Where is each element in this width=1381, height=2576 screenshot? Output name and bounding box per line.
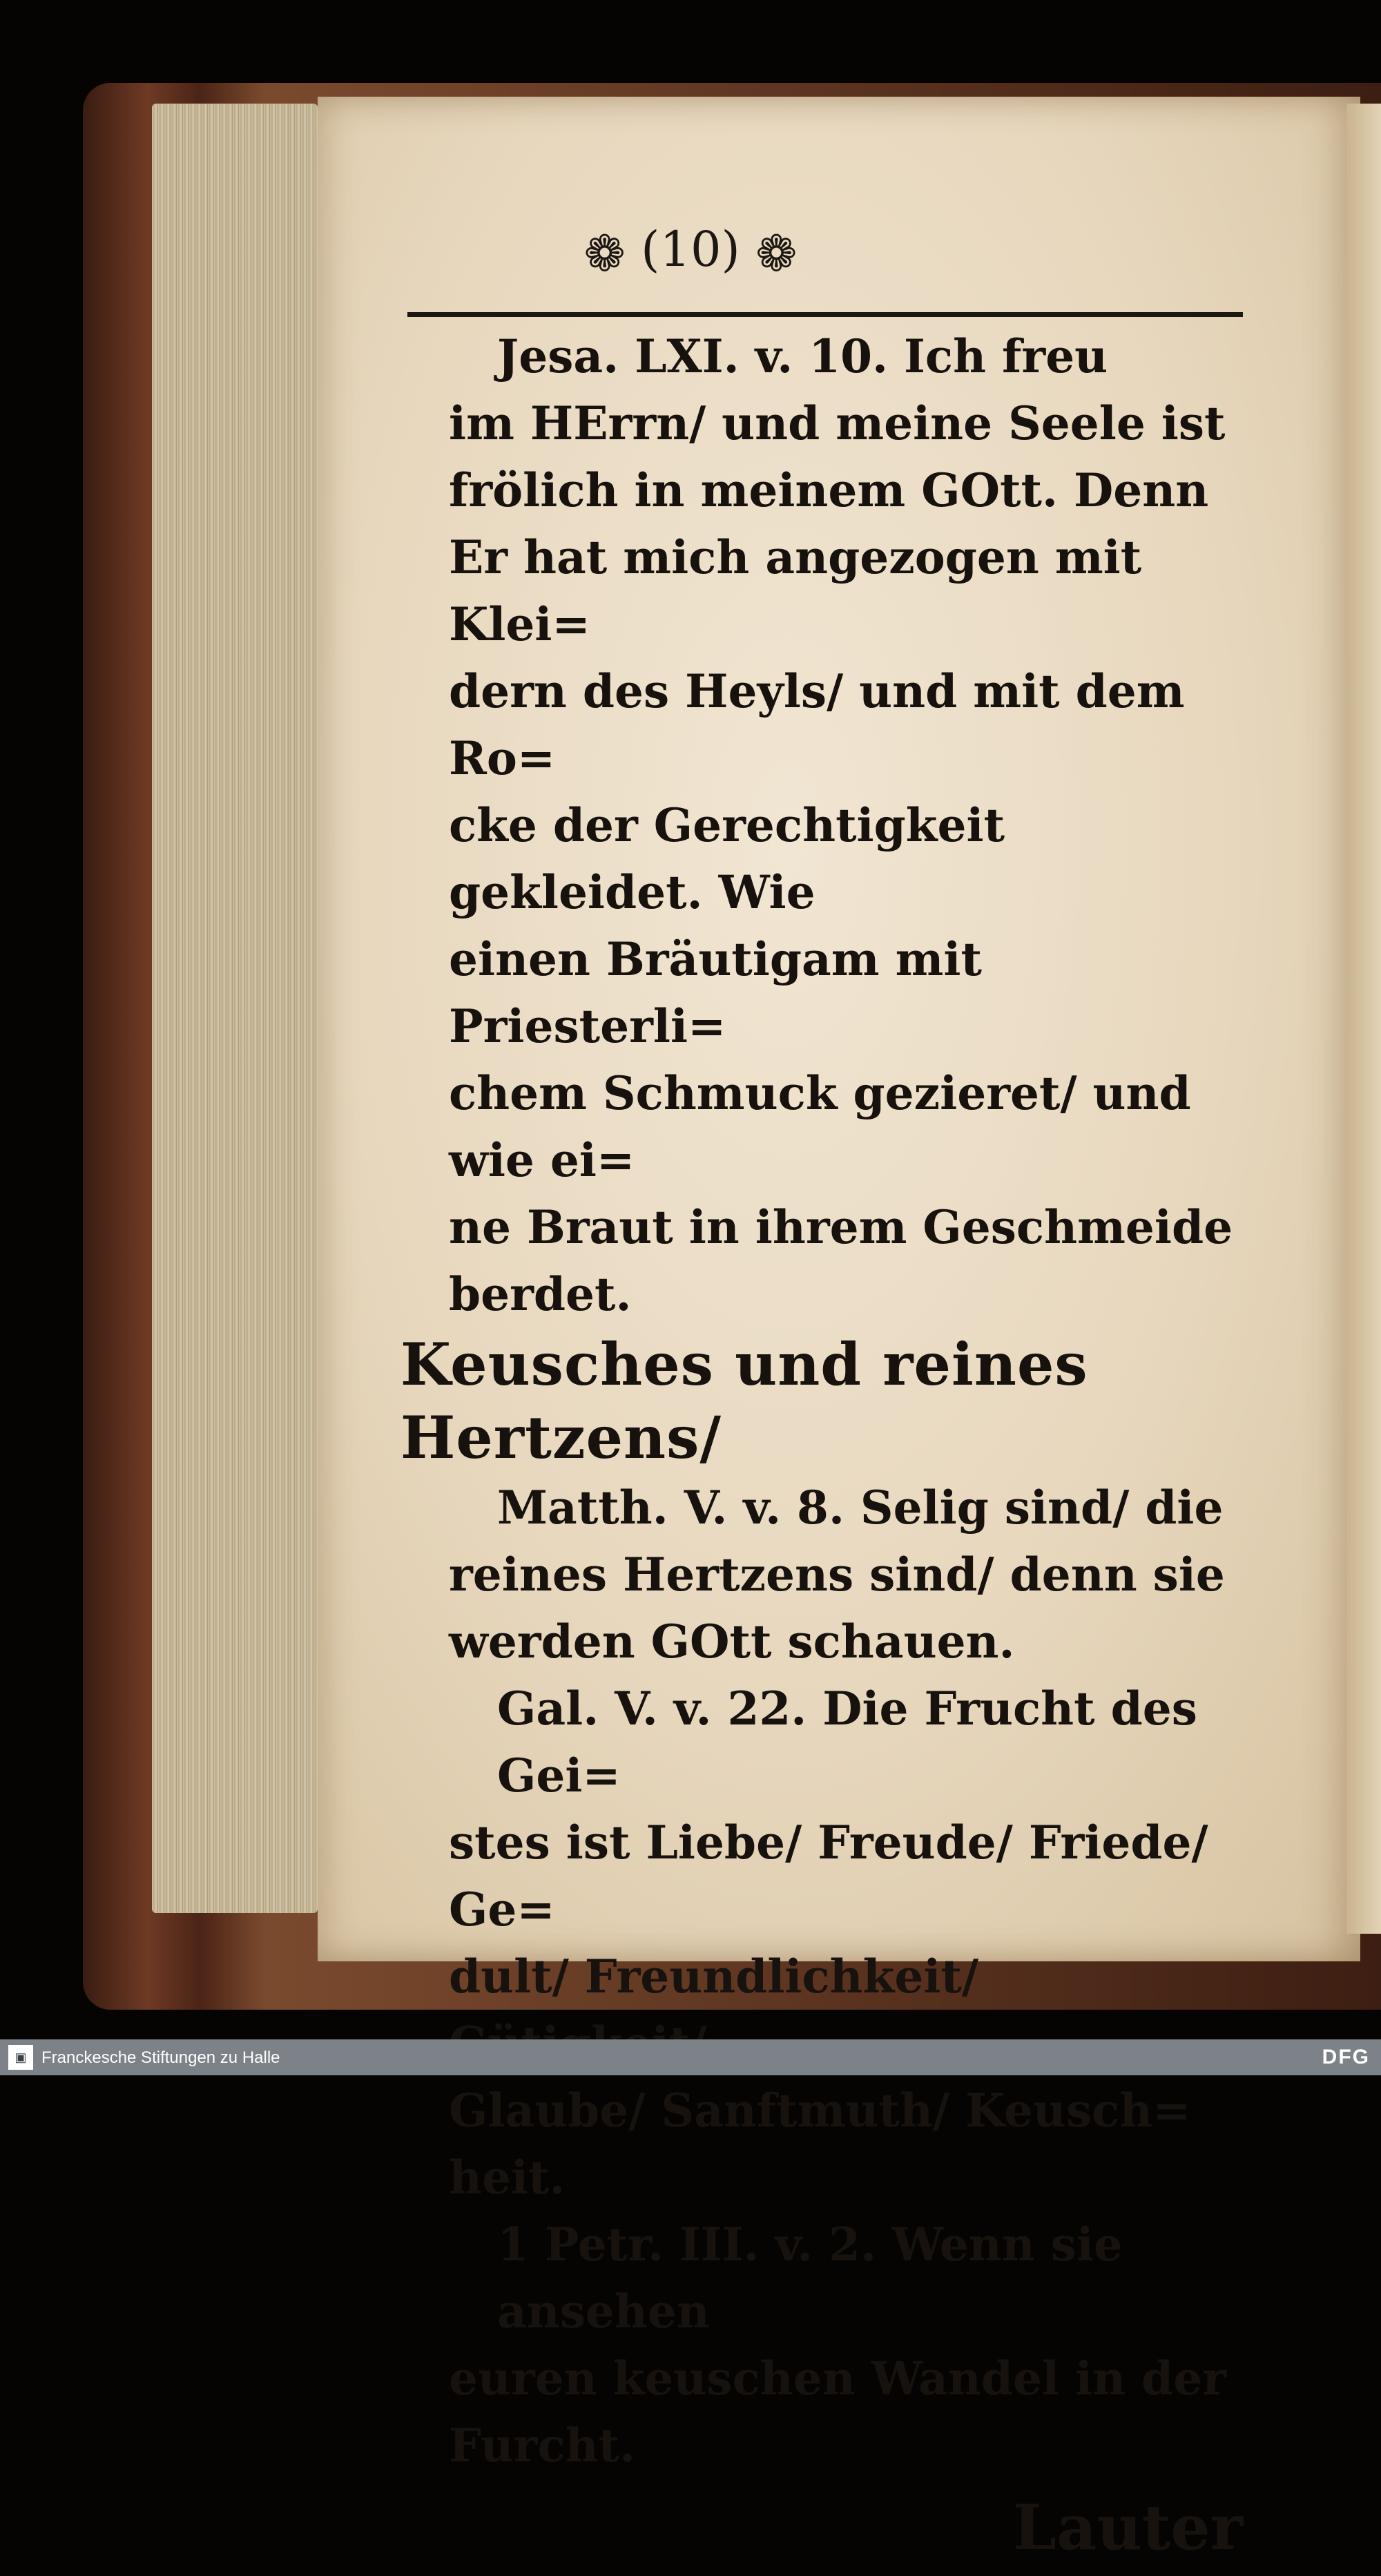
text-line: heit. [449,2151,566,2204]
text-line: Furcht. [449,2419,636,2472]
section-heading: Keusches und reines Hertzens/ [400,1330,1088,1472]
institution-logo-icon: ▣ [8,2045,33,2070]
text-line: Er hat mich angezogen mit Klei= [449,530,1142,651]
text-line: werden GOtt schauen. [449,1615,1015,1669]
text-line: chem Schmuck gezieret/ und wie ei= [449,1066,1191,1187]
footer-bar [0,2039,1381,2075]
facing-page-edge [1346,104,1381,1934]
text-line: im HErrn/ und meine Seele ist [449,396,1226,450]
text-line: ne Braut in ihrem Geschmeide [449,1200,1233,1254]
text-line: Gal. V. v. 22. Die Frucht des Gei= [497,1682,1197,1803]
text-line: stes ist Liebe/ Freude/ Friede/ Ge= [449,1816,1208,1936]
page-header [0,221,1381,282]
text-line: euren keuschen Wandel in der [449,2352,1226,2405]
text-line: Jesa. LXI. v. 10. Ich freu [497,329,1108,383]
page-edges [152,104,318,1913]
text-line: reines Hertzens sind/ denn sie [449,1548,1225,1602]
text-line: frölich in meinem GOtt. Denn [449,463,1209,517]
catchword: Lauter [1012,2491,1243,2564]
rosette-ornament-icon: ❁ [755,224,798,282]
text-line: cke der Gerechtigkeit gekleidet. Wie [449,798,1005,919]
text-line: einen Bräutigam mit Priesterli= [449,932,982,1053]
text-line: dult/ Freundlichkeit/ [449,1950,979,2003]
text-line: Glaube/ Sanftmuth/ Keusch= [449,2084,1191,2137]
text-line: dern des Heyls/ und mit dem Ro= [449,664,1185,785]
institution-name: Franckesche Stiftungen zu Halle [41,2048,280,2067]
text-line: berdet. [449,1267,632,1321]
page-number: (10) [641,221,740,278]
text-line: 1 Petr. III. v. 2. Wenn sie ansehen [497,2218,1123,2338]
page-text [400,323,1243,2576]
funder-logo: DFG [1322,2046,1370,2068]
header-rule [407,312,1243,317]
rosette-ornament-icon: ❁ [583,224,626,282]
text-line: Matth. V. v. 8. Selig sind/ die [497,1481,1224,1535]
